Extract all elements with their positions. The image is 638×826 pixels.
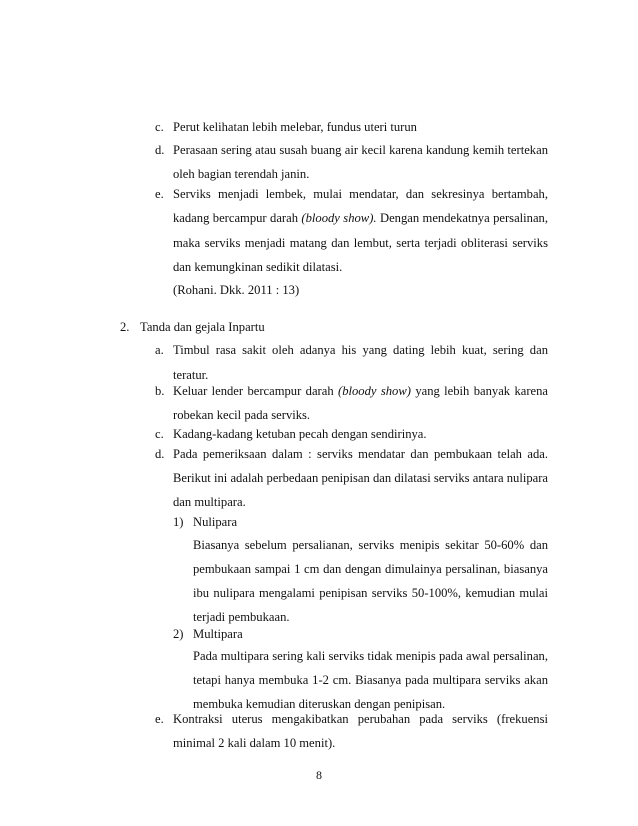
text-run: Keluar lender bercampur darah [173,384,334,398]
list-item-text [173,210,548,226]
sublist-marker: 2) [173,627,184,641]
list-item-text: dan kemungkinan sedikit dilatasi. [173,260,343,274]
list-marker: d. [155,143,165,157]
list-marker: e. [155,187,164,201]
list-item-text: teratur. [173,368,209,382]
list-marker: d. [155,447,165,461]
italic-term: (bloody show). [301,211,377,225]
italic-term: (bloody show) [338,384,411,398]
list-item-text: maka serviks menjadi matang dan lembut, serta terjadi obliterasi serviks [173,236,548,250]
sublist-text: Biasanya sebelum persalianan, serviks menipis sekitar 50-60% dan [193,538,548,552]
list-marker: a. [155,343,164,357]
list-item-text: Pada pemeriksaan dalam : serviks mendatar dan pembukaan telah ada. [173,447,548,461]
sublist-text: ibu nulipara mengalami penipisan serviks 50-100%, kemudian mulai [193,586,548,600]
list-item-text: dan multipara. [173,495,246,509]
list-marker: c. [155,427,164,441]
section-heading: Tanda dan gejala Inpartu [140,320,265,334]
list-item-text: oleh bagian terendah janin. [173,167,310,181]
list-marker: e. [155,712,164,726]
text-run: Dengan mendekatnya persalinan, [379,211,548,225]
citation: (Rohani. Dkk. 2011 : 13) [173,283,300,297]
sublist-marker: 1) [173,515,184,529]
sublist-title: Nulipara [193,515,238,529]
list-item-text: Serviks menjadi lembek, mulai mendatar, dan sekresinya bertambah, [173,187,548,201]
list-item-text: Perasaan sering atau susah buang air kecil karena kandung kemih tertekan [173,143,548,157]
page-number: 8 [316,768,322,782]
list-item-text: robekan kecil pada serviks. [173,408,311,422]
text-run: yang lebih banyak karena [415,384,548,398]
sublist-text: terjadi pembukaan. [193,610,290,624]
sublist-text: tetapi hanya membuka 1-2 cm. Biasanya pada multipara serviks akan [193,673,548,687]
section-number: 2. [120,320,130,334]
list-item-text: minimal 2 kali dalam 10 menit). [173,736,336,750]
list-marker: c. [155,120,164,134]
sublist-text: membuka kemudian diteruskan dengan penipisan. [193,697,446,711]
sublist-title: Multipara [193,627,243,641]
list-item-text: Timbul rasa sakit oleh adanya his yang dating lebih kuat, sering dan [173,343,548,357]
list-item-text: Kontraksi uterus mengakibatkan perubahan pada serviks (frekuensi [173,712,548,726]
list-item-text [173,383,548,399]
list-marker: b. [155,384,165,398]
list-item-text: Kadang-kadang ketuban pecah dengan sendirinya. [173,427,427,441]
sublist-text: pembukaan sampai 1 cm dan dengan dimulainya persalinan, biasanya [193,562,548,576]
text-run: kadang bercampur darah [173,211,298,225]
list-item-text: Berikut ini adalah perbedaan penipisan dan dilatasi serviks antara nulipara [173,471,548,485]
sublist-text: Pada multipara sering kali serviks tidak menipis pada awal persalinan, [193,649,548,663]
list-item-text: Perut kelihatan lebih melebar, fundus uteri turun [173,120,417,134]
